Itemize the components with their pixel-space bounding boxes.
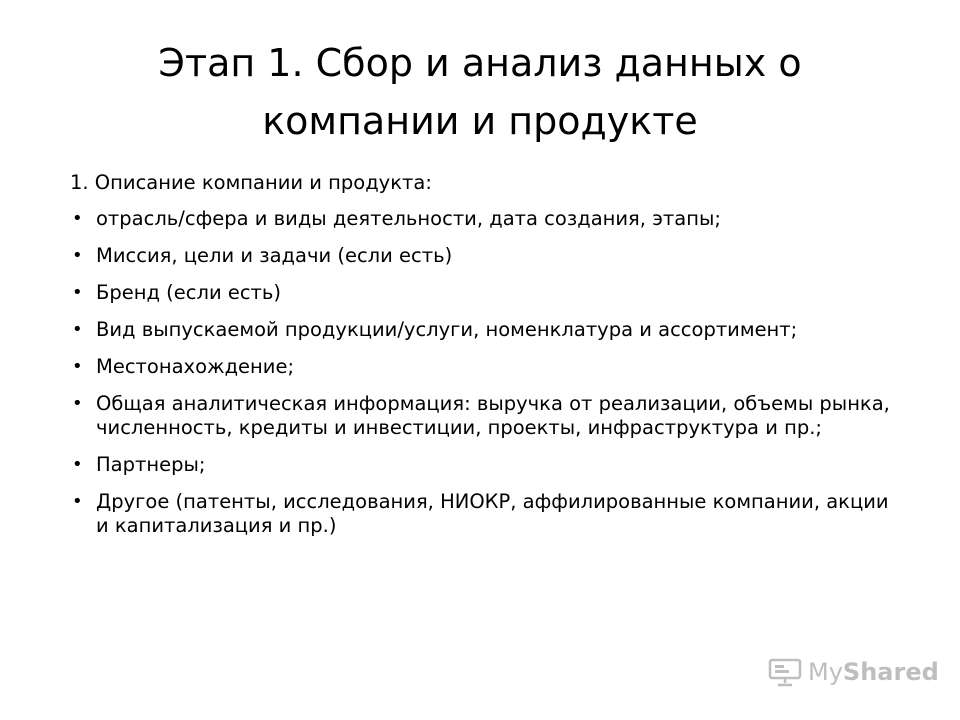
presentation-board-icon xyxy=(768,657,802,687)
bullet-text: Местонахождение; xyxy=(96,355,295,378)
bullet-item xyxy=(70,490,890,538)
bullet-item xyxy=(70,207,890,231)
bullet-icon: • xyxy=(72,319,83,340)
bullet-text: Другое (патенты, исследования, НИОКР, аффилированные компании, акции и капитализация и пр.) xyxy=(96,490,889,537)
bullet-text: Бренд (если есть) xyxy=(96,281,282,304)
bullet-icon: • xyxy=(72,282,83,303)
intro-heading: 1. Описание компании и продукта: xyxy=(70,171,432,194)
bullet-icon: • xyxy=(72,356,83,377)
bullet-item xyxy=(70,281,890,305)
watermark-text xyxy=(808,658,939,686)
bullet-icon: • xyxy=(72,393,83,414)
slide-title-line-1: Этап 1. Сбор и анализ данных о xyxy=(158,41,802,85)
bullet-text: Партнеры; xyxy=(96,453,206,476)
slide-body xyxy=(70,171,890,551)
bullet-text: Общая аналитическая информация: выручка от реализации, объемы рынка, численность, кредиты и инвестиции, проекты, инфраструктура и пр.; xyxy=(96,392,890,439)
bullet-item xyxy=(70,392,890,440)
bullet-icon: • xyxy=(72,454,83,475)
bullet-item xyxy=(70,453,890,477)
watermark-text-prefix: My xyxy=(808,658,843,686)
bullet-icon: • xyxy=(72,245,83,266)
bullet-text: Миссия, цели и задачи (если есть) xyxy=(96,244,453,267)
bullet-icon: • xyxy=(72,491,83,512)
bullet-text: отрасль/сфера и виды деятельности, дата создания, этапы; xyxy=(96,207,721,230)
bullet-icon: • xyxy=(72,208,83,229)
slide-title xyxy=(60,34,900,150)
myshared-watermark xyxy=(768,655,939,689)
bullet-item xyxy=(70,318,890,342)
slide-title-line-2: компании и продукте xyxy=(262,99,698,143)
watermark-text-bold: Shared xyxy=(842,658,939,686)
bullet-item xyxy=(70,355,890,379)
bullet-text: Вид выпускаемой продукции/услуги, номенклатура и ассортимент; xyxy=(96,318,798,341)
bullet-list xyxy=(70,207,890,538)
bullet-item xyxy=(70,244,890,268)
